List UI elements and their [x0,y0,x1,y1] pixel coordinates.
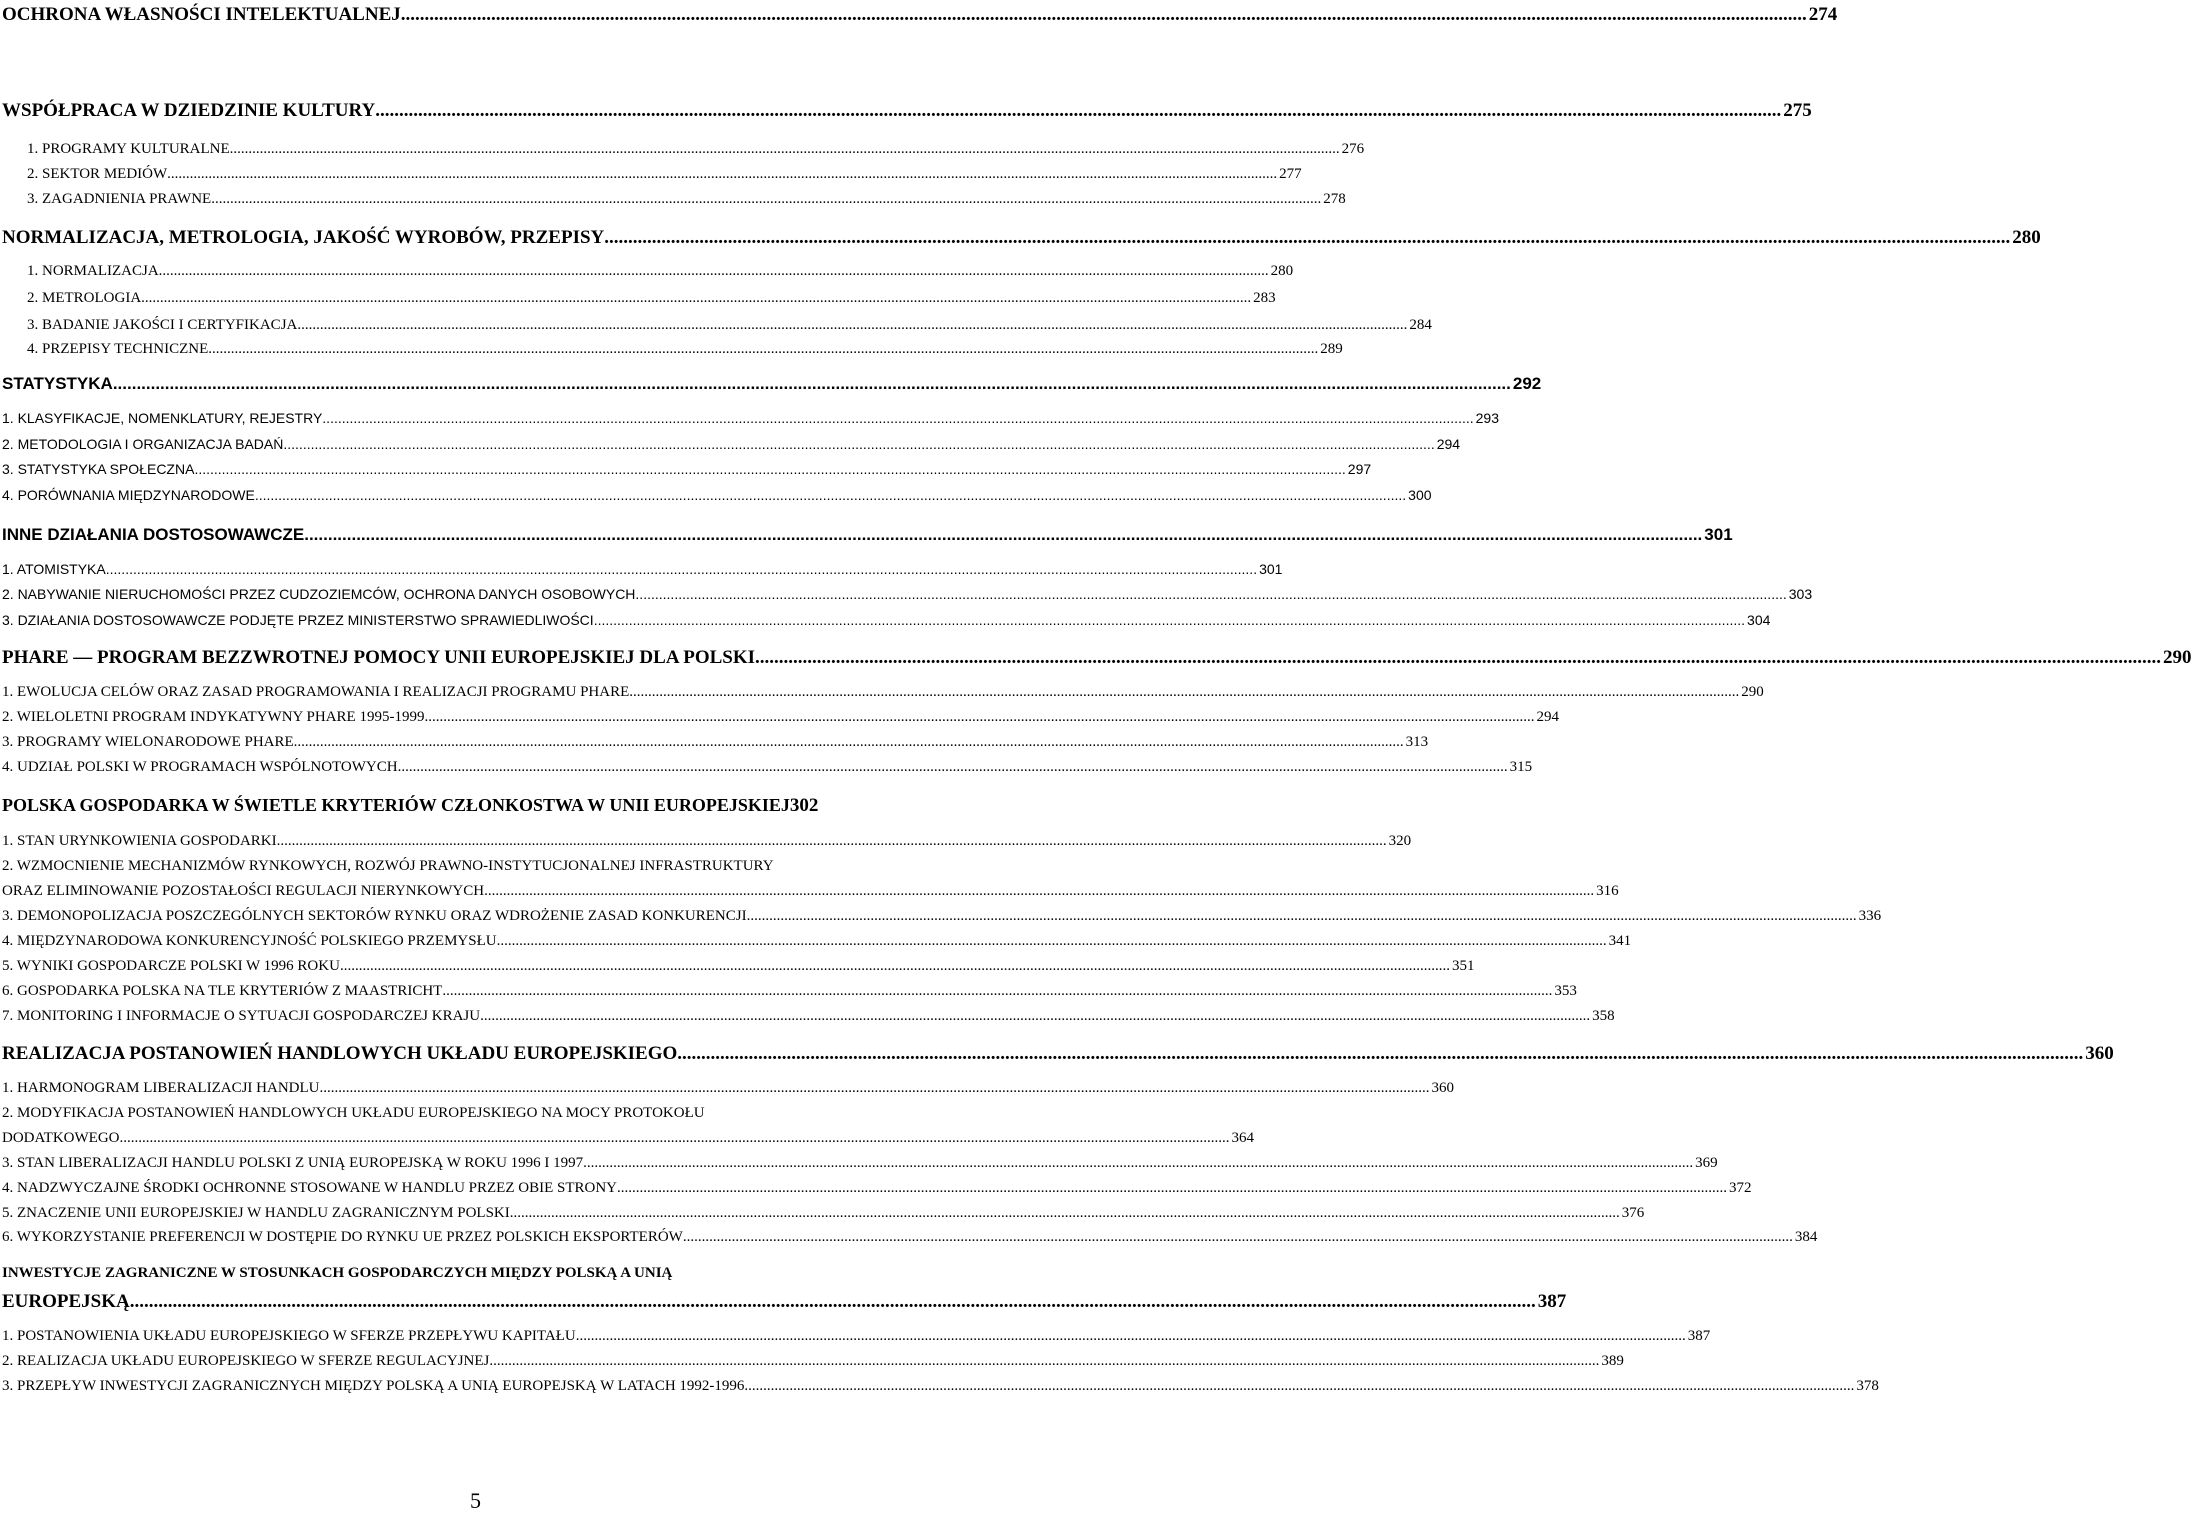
toc-subentry [2,709,1559,726]
toc-leader [255,487,1406,503]
toc-leader [106,561,1257,577]
toc-title: 1. HARMONOGRAM LIBERALIZACJI HANDLU [2,1080,320,1096]
toc-subentry [2,933,1632,950]
toc-subentry [27,166,1302,183]
toc-heading [2,795,958,817]
toc-subentry [2,1008,1615,1025]
toc-subentry [27,263,1294,280]
toc-title: 1. KLASYFIKACJE, NOMENKLATURY, REJESTRY [2,410,323,426]
toc-leader [497,933,1607,950]
toc-title: 3. PRZEPŁYW INWESTYCJI ZAGRANICZNYCH MIĘDZY POLSKĄ A UNIĄ EUROPEJSKĄ W LATACH 1992-1996 [2,1378,745,1394]
toc-page: 280 [2012,227,2041,248]
toc-page: 292 [1512,374,1542,393]
toc-page: 275 [1783,100,1812,121]
toc-page: 301 [1259,561,1283,577]
toc-title: 2. WIELOLETNI PROGRAM INDYKATYWNY PHARE 1995-1999 [2,709,425,725]
toc-leader [159,263,1269,280]
toc-title: 4. MIĘDZYNARODOWA KONKURENCYJNOŚĆ POLSKIEGO PRZEMYSŁU [2,933,497,949]
toc-subentry [2,487,1432,503]
toc-subentry [2,436,1461,452]
toc-page: 304 [1747,612,1771,628]
toc-title: 2. METROLOGIA [27,290,142,306]
toc-leader [677,1043,2083,1065]
toc-page: 303 [1788,586,1813,602]
toc-page: 284 [1409,317,1432,333]
toc-subentry [2,1180,1752,1197]
toc-subentry [2,461,1372,477]
toc-page: 389 [1601,1353,1624,1369]
toc-title: POLSKA GOSPODARKA W ŚWIETLE KRYTERIÓW CZŁONKOSTWA W UNII EUROPEJSKIEJ [2,795,790,815]
toc-subentry [2,410,1499,426]
toc-subentry [2,883,1619,900]
toc-page: 276 [1341,141,1365,157]
toc-heading-line: INWESTYCJE ZAGRANICZNE W STOSUNKACH GOSPODARCZYCH MIĘDZY POLSKĄ A UNIĄ [2,1265,673,1281]
toc-subentry [2,958,1475,975]
toc-title: 2. NABYWANIE NIERUCHOMOŚCI PRZEZ CUDZOZIEMCÓW, OCHRONA DANYCH OSOBOWYCH [2,586,636,602]
toc-leader [744,1378,1854,1395]
toc-leader [141,290,1251,307]
toc-subentry [2,612,1771,628]
toc-leader [594,612,1745,628]
toc-title: OCHRONA WŁASNOŚCI INTELEKTUALNEJ [2,4,401,25]
toc-title: 4. UDZIAŁ POLSKI W PROGRAMACH WSPÓLNOTOWYCH [2,759,398,775]
toc-page: 336 [1858,908,1882,924]
toc-heading [2,227,2041,249]
toc-title: 1. ATOMISTYKA [2,561,106,577]
toc-page: 372 [1729,1180,1752,1196]
toc-leader [510,1205,1620,1222]
toc-page: 290 [1741,684,1764,700]
toc-leader [113,374,1511,394]
toc-leader [442,983,1552,1000]
toc-title: 3. STAN LIBERALIZACJI HANDLU POLSKI Z UNIĄ EUROPEJSKĄ W ROKU 1996 I 1997 [2,1155,584,1171]
toc-leader [167,166,1277,183]
toc-subentry [2,561,1283,577]
toc-subentry-line: 2. WZMOCNIENIE MECHANIZMÓW RYNKOWYCH, ROZWÓJ PRAWNO-INSTYTUCJONALNEJ INFRASTRUKTURY [2,858,774,874]
toc-page: 360 [1431,1080,1454,1096]
toc-page: 387 [1537,1291,1567,1312]
toc-subentry [2,1353,1624,1370]
toc-leader [617,1180,1727,1197]
toc-title: 5. WYNIKI GOSPODARCZE POLSKI W 1996 ROKU [2,958,340,974]
toc-title: 3. BADANIE JAKOŚCI I CERTYFIKACJA [27,317,298,333]
toc-heading [2,525,1733,545]
toc-page: 294 [1436,436,1461,452]
toc-page: 283 [1253,290,1276,306]
toc-subentry-line: 2. MODYFIKACJA POSTANOWIEŃ HANDLOWYCH UKŁADU EUROPEJSKIEGO NA MOCY PROTOKOŁU [2,1105,705,1121]
toc-title: REALIZACJA POSTANOWIEŃ HANDLOWYCH UKŁADU EUROPEJSKIEGO [2,1043,678,1064]
toc-title: 2. SEKTOR MEDIÓW [27,166,168,182]
toc-heading [2,647,2192,669]
toc-heading [2,4,1838,26]
toc-leader [304,525,1702,545]
toc-leader [119,1130,1229,1147]
toc-page: 315 [1509,759,1533,775]
toc-leader [294,734,1404,751]
toc-title: ORAZ ELIMINOWANIE POZOSTAŁOŚCI REGULACJI NIERYNKOWYCH [2,883,485,899]
toc-title: PHARE — PROGRAM BEZZWROTNEJ POMOCY UNII EUROPEJSKIEJ DLA POLSKI [2,647,756,668]
toc-title: 7. MONITORING I INFORMACJE O SYTUACJI GOSPODARCZEJ KRAJU [2,1008,481,1024]
page-number: 5 [470,1488,481,1513]
toc-leader [635,586,1786,602]
toc-subentry [27,290,1276,307]
toc-subentry [2,1229,1818,1246]
toc-subentry [2,1328,1711,1345]
toc-title: 5. ZNACZENIE UNII EUROPEJSKIEJ W HANDLU ZAGRANICZNYM POLSKI [2,1205,510,1221]
toc-page: 320 [1388,833,1412,849]
toc-subentry [2,759,1533,776]
toc-leader [194,461,1345,477]
toc-heading [2,374,1542,394]
toc-title: 4. NADZWYCZAJNE ŚRODKI OCHRONNE STOSOWANE W HANDLU PRZEZ OBIE STRONY [2,1180,617,1196]
toc-heading [2,100,1812,122]
toc-page: 274 [1808,4,1838,25]
toc-leader [297,317,1407,334]
toc-leader [277,833,1387,850]
toc-title: 3. ZAGADNIENIA PRAWNE [27,191,212,207]
toc-page: 384 [1794,1229,1818,1245]
toc-subentry [2,684,1764,701]
toc-title: 4. PORÓWNANIA MIĘDZYNARODOWE [2,487,255,503]
toc-page: 294 [1536,709,1559,725]
toc-title: NORMALIZACJA, METROLOGIA, JAKOŚĆ WYROBÓW, PRZEPISY [2,227,605,248]
toc-subentry [2,1205,1645,1222]
toc-leader [130,1291,1536,1313]
toc-leader [322,410,1473,426]
toc-subentry [2,983,1577,1000]
toc-title: 3. STATYSTYKA SPOŁECZNA [2,461,195,477]
toc-heading [2,1291,1567,1313]
toc-subentry [2,734,1429,751]
toc-leader [211,191,1321,208]
toc-page: 378 [1856,1378,1879,1394]
toc-title: 1. PROGRAMY KULTURALNE [27,141,230,157]
toc-page: 290 [2163,647,2192,668]
toc-page: 301 [1704,525,1733,544]
toc-page: 369 [1695,1155,1718,1171]
toc-title: 1. POSTANOWIENIA UKŁADU EUROPEJSKIEGO W SFERZE PRZEPŁYWU KAPITAŁU [2,1328,576,1344]
toc-page: 277 [1279,166,1302,182]
toc-title: 1. EWOLUCJA CELÓW ORAZ ZASAD PROGRAMOWANIA I REALIZACJI PROGRAMU PHARE [2,684,630,700]
toc-leader [604,227,2010,249]
toc-leader [576,1328,1686,1345]
toc-page: 351 [1451,958,1475,974]
toc-subentry [2,908,1882,925]
toc-title: 2. METODOLOGIA I ORGANIZACJA BADAŃ [2,436,284,452]
toc-title: EUROPEJSKĄ [2,1291,130,1312]
toc-leader [480,1008,1590,1025]
toc-leader [583,1155,1693,1172]
toc-subentry [27,341,1343,358]
toc-subentry [2,1155,1718,1172]
toc-leader [629,684,1739,701]
toc-page: 341 [1608,933,1632,949]
toc-leader [375,100,1781,122]
toc-title: DODATKOWEGO [2,1130,120,1146]
toc-title: 2. REALIZACJA UKŁADU EUROPEJSKIEGO W SFERZE REGULACYJNEJ [2,1353,490,1369]
toc-page: 387 [1687,1328,1711,1344]
toc-page: 280 [1270,263,1294,279]
toc-page: 364 [1231,1130,1254,1146]
toc-leader [683,1229,1793,1246]
toc-page: 289 [1320,341,1343,357]
toc-page: 316 [1596,883,1619,899]
toc-leader [401,4,1807,26]
toc-page: 353 [1554,983,1577,999]
toc-page: 358 [1592,1008,1615,1024]
toc-leader [230,141,1340,158]
toc-title: 1. STAN URYNKOWIENIA GOSPODARKI [2,833,277,849]
toc-leader [208,341,1318,358]
toc-title: 3. DEMONOPOLIZACJA POSZCZEGÓLNYCH SEKTORÓW RYNKU ORAZ WDROŻENIE ZASAD KONKURENCJI [2,908,747,924]
toc-leader [398,759,1508,776]
toc-title: 4. PRZEPISY TECHNICZNE [27,341,209,357]
toc-subentry [2,1378,1879,1395]
toc-page: 300 [1408,487,1432,503]
toc-page: 313 [1405,734,1429,750]
toc-title: WSPÓŁPRACA W DZIEDZINIE KULTURY [2,100,376,121]
toc-title: 6. GOSPODARKA POLSKA NA TLE KRYTERIÓW Z MAASTRICHT [2,983,443,999]
toc-leader [424,709,1534,726]
toc-leader [320,1080,1430,1097]
toc-leader [489,1353,1599,1370]
toc-leader [755,647,2161,669]
toc-subentry [2,833,1412,850]
toc-title: 1. NORMALIZACJA [27,263,159,279]
toc-heading [2,1043,2114,1065]
toc-leader [340,958,1450,975]
toc-subentry [2,586,1813,602]
toc-title: INNE DZIAŁANIA DOSTOSOWAWCZE [2,525,305,544]
toc-page: 376 [1621,1205,1645,1221]
toc-title: STATYSTYKA [2,374,113,393]
toc-leader [747,908,1857,925]
toc-subentry [2,1130,1254,1147]
toc-leader [484,883,1594,900]
toc-page: 360 [2085,1043,2114,1064]
toc-subentry [27,191,1346,208]
toc-subentry [2,1080,1454,1097]
toc-title: 3. DZIAŁANIA DOSTOSOWAWCZE PODJĘTE PRZEZ MINISTERSTWO SPRAWIEDLIWOŚCI [2,612,594,628]
toc-page: 278 [1323,191,1346,207]
toc-leader [283,436,1434,452]
toc-page: 293 [1475,410,1499,426]
toc-title: 6. WYKORZYSTANIE PREFERENCJI W DOSTĘPIE DO RYNKU UE PRZEZ POLSKICH EKSPORTERÓW [2,1229,683,1245]
toc-page: 302 [789,795,819,816]
toc-subentry [27,317,1432,334]
toc-page: 297 [1347,461,1372,477]
toc-title: 3. PROGRAMY WIELONARODOWE PHARE [2,734,294,750]
toc-subentry [27,141,1365,158]
